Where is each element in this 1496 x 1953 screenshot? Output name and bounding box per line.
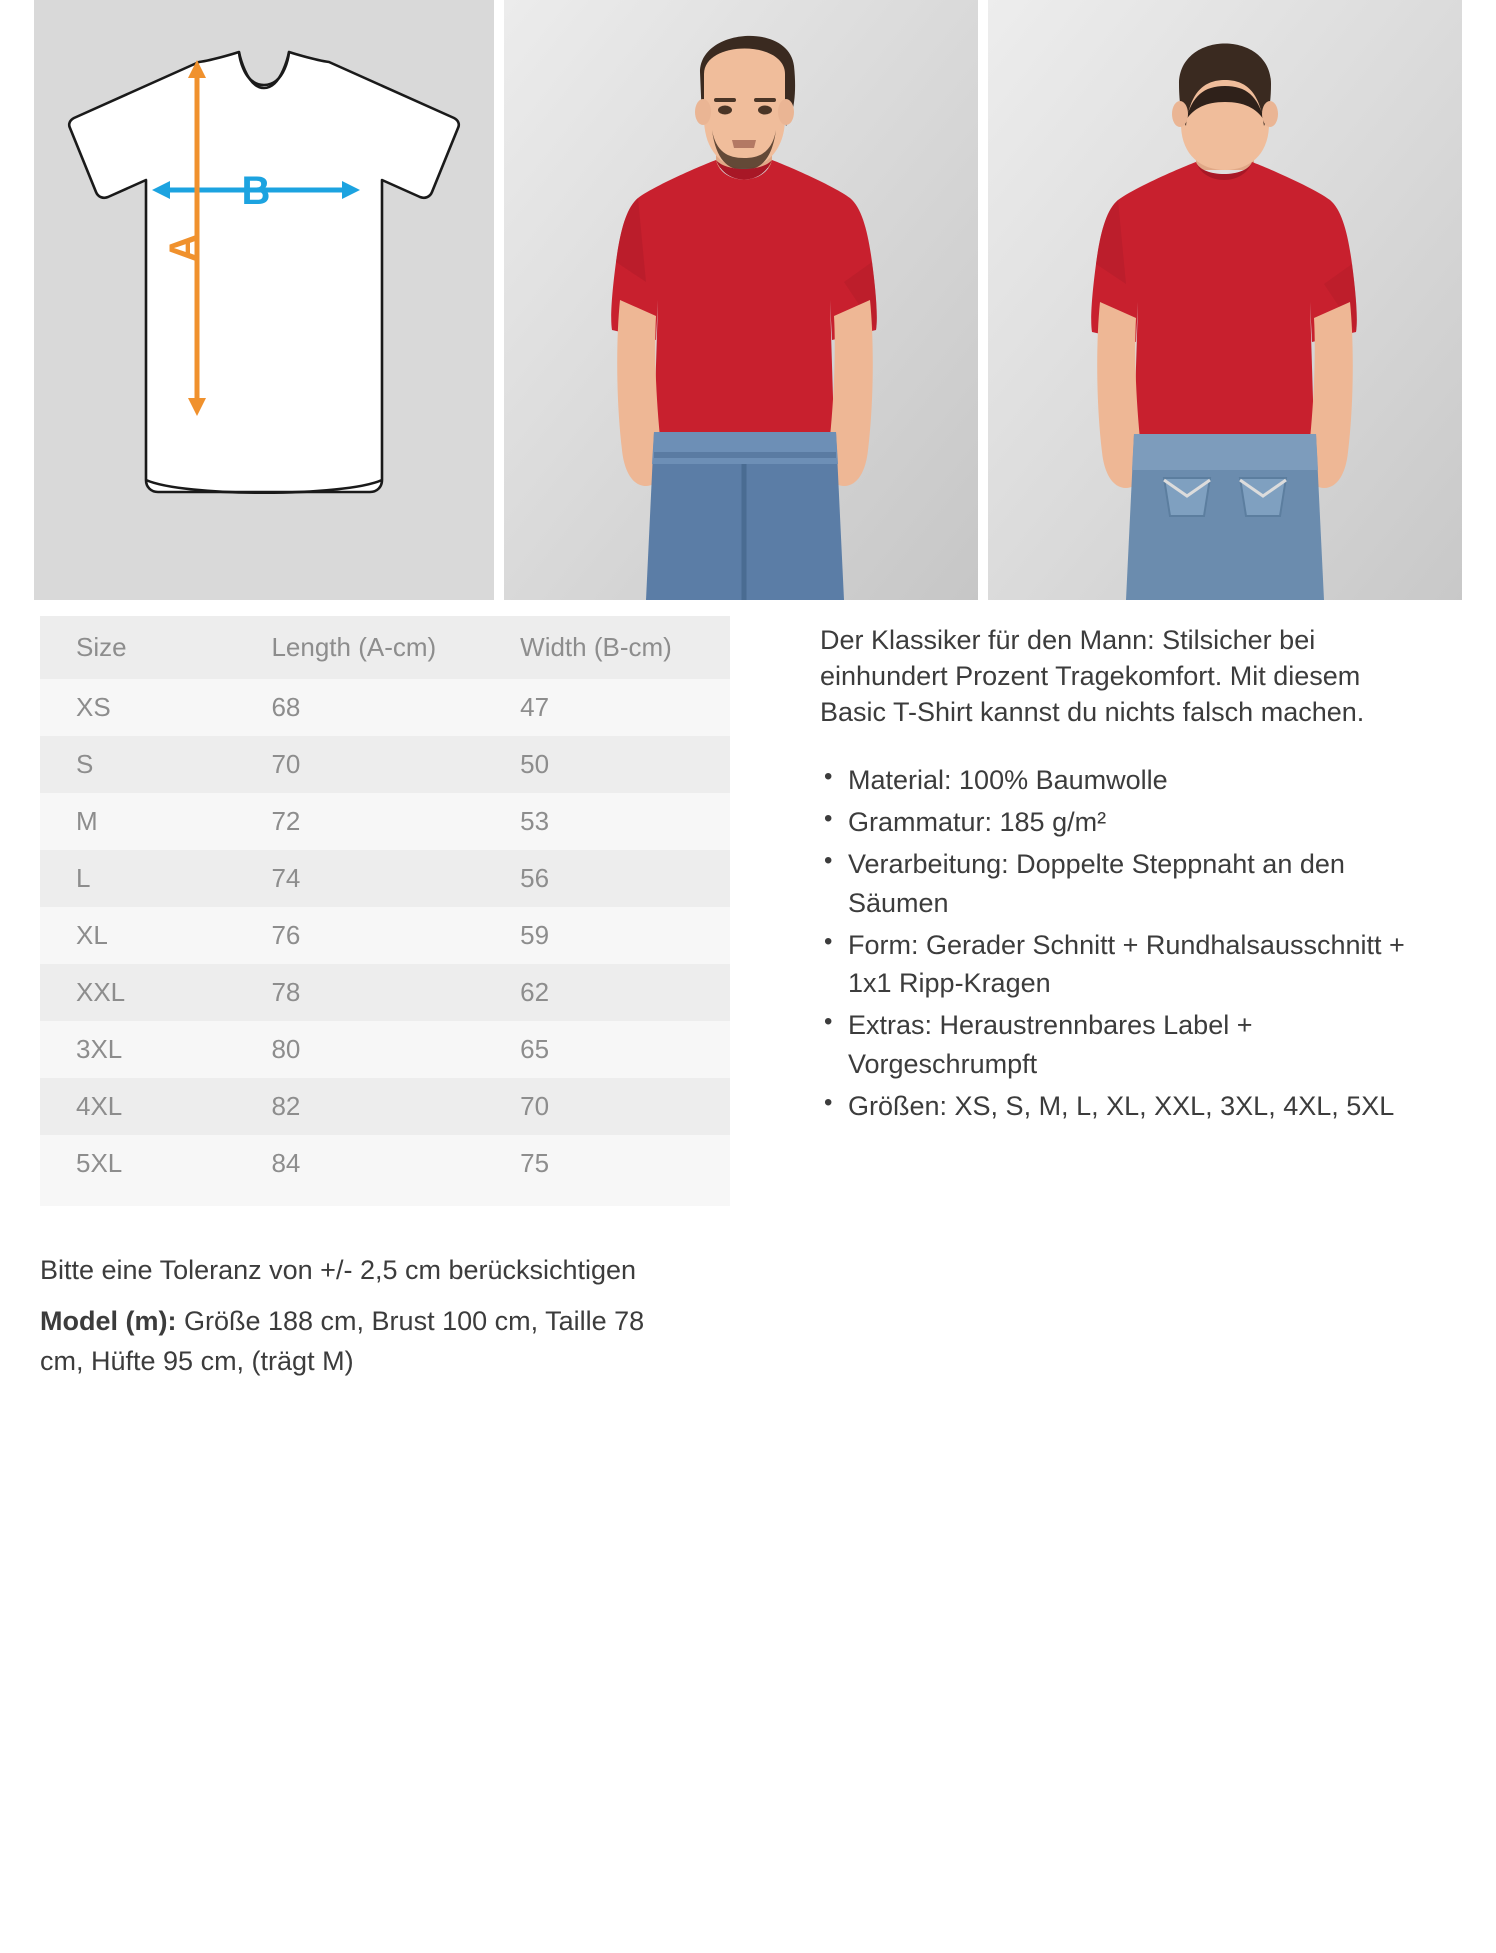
- table-row: [40, 679, 730, 736]
- cell-length: 84: [235, 1135, 484, 1192]
- model-back-illustration: [988, 0, 1462, 600]
- cell-width: 50: [484, 736, 730, 793]
- list-item: • Grammatur: 185 g/m²: [820, 803, 1430, 841]
- description-intro: Der Klassiker für den Mann: Stilsicher bei einhundert Prozent Tragekomfort. Mit diesem Basic T-Shirt kannst du nichts falsch machen.: [820, 625, 1365, 728]
- header-size: Size: [40, 616, 235, 679]
- list-item: • Extras: Heraustrennbares Label + Vorgeschrumpft: [820, 1006, 1430, 1083]
- cell-width: 47: [484, 679, 730, 736]
- list-item: • Form: Gerader Schnitt + Rundhalsausschnitt + 1x1 Ripp-Kragen: [820, 926, 1430, 1003]
- cell-size: 5XL: [40, 1135, 235, 1192]
- table-row: [40, 1135, 730, 1192]
- cell-width: 59: [484, 907, 730, 964]
- cell-width: 65: [484, 1021, 730, 1078]
- model-measurements: Größe 188 cm, Brust 100 cm, Taille 78 cm, Hüfte 95 cm, (trägt M): [40, 1305, 645, 1376]
- cell-length: 80: [235, 1021, 484, 1078]
- list-item: • Verarbeitung: Doppelte Steppnaht an den Säumen: [820, 845, 1430, 922]
- cell-width: 53: [484, 793, 730, 850]
- size-table-container: [40, 616, 730, 1206]
- label-b: B: [241, 169, 271, 213]
- cell-size: L: [40, 850, 235, 907]
- table-row: [40, 850, 730, 907]
- cell-length: 74: [235, 850, 484, 907]
- cell-size: XL: [40, 907, 235, 964]
- cell-size: 4XL: [40, 1078, 235, 1135]
- cell-length: 76: [235, 907, 484, 964]
- table-row: [40, 1021, 730, 1078]
- cell-length: 72: [235, 793, 484, 850]
- cell-length: 78: [235, 964, 484, 1021]
- table-row: [40, 907, 730, 964]
- cell-size: XXL: [40, 964, 235, 1021]
- table-row: [40, 793, 730, 850]
- table-row: [40, 1078, 730, 1135]
- model-label: Model (m):: [40, 1305, 177, 1336]
- model-note: [40, 1301, 660, 1382]
- table-bottom-strip: [40, 1192, 730, 1206]
- measurement-diagram-image: [34, 0, 494, 600]
- feature-list: [820, 761, 1430, 1126]
- cell-length: 68: [235, 679, 484, 736]
- cell-width: 70: [484, 1078, 730, 1135]
- cell-size: XS: [40, 679, 235, 736]
- cell-size: S: [40, 736, 235, 793]
- measurement-notes: [0, 1250, 700, 1382]
- model-front-image: [504, 0, 978, 600]
- cell-size: 3XL: [40, 1021, 235, 1078]
- tshirt-outline-icon: [34, 0, 494, 600]
- product-content: [0, 616, 1496, 1206]
- size-table-body: [40, 679, 730, 1192]
- tolerance-note: Bitte eine Toleranz von +/- 2,5 cm berücksichtigen: [40, 1255, 637, 1285]
- header-length: Length (A-cm): [235, 616, 484, 679]
- product-image-row: [0, 0, 1496, 600]
- label-a: A: [162, 233, 206, 263]
- size-chart-table: [40, 616, 730, 1192]
- table-row: [40, 964, 730, 1021]
- product-description: [730, 616, 1430, 1206]
- list-item: • Material: 100% Baumwolle: [820, 761, 1430, 799]
- cell-length: 70: [235, 736, 484, 793]
- cell-width: 62: [484, 964, 730, 1021]
- table-header-row: [40, 616, 730, 679]
- cell-size: M: [40, 793, 235, 850]
- cell-length: 82: [235, 1078, 484, 1135]
- model-front-illustration: [504, 0, 978, 600]
- header-width: Width (B-cm): [484, 616, 730, 679]
- list-item: • Größen: XS, S, M, L, XL, XXL, 3XL, 4XL, 5XL: [820, 1087, 1430, 1125]
- model-back-image: [988, 0, 1462, 600]
- cell-width: 75: [484, 1135, 730, 1192]
- cell-width: 56: [484, 850, 730, 907]
- table-row: [40, 736, 730, 793]
